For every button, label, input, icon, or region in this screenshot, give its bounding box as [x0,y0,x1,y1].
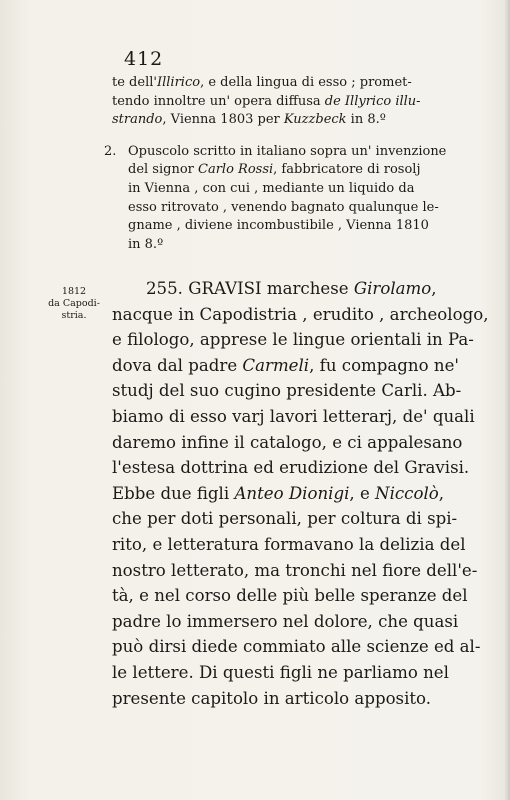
footnote-line: in Vienna , con cui , mediante un liquido da [128,180,415,196]
footnote-line: del signor Carlo Rossi, fabbricatore di rosolj [128,162,421,178]
italic-text: Carmeli [242,355,310,375]
italic-text: Niccolò [375,483,439,503]
entry-heading-line: 255. GRAVISI marchese Girolamo, [146,279,437,298]
footnote-line: esso ritrovato , venendo bagnato qualunque le- [128,199,439,215]
margin-note-line: da Capodi- [48,298,100,309]
italic-text: Illirico [156,75,201,90]
footnote-2 [104,143,472,255]
body-text-line: rito, e letteratura formavano la delizia del [112,534,466,554]
italic-text: Carlo Rossi [198,162,274,178]
body-text-line: l'estesa dottrina ed erudizione del Gravisi. [112,458,470,478]
body-text-line: tà, e nel corso delle più belle speranze del [112,586,468,606]
footnote-line: tendo innoltre un' opera diffusa de Illyrico illu- [112,93,421,109]
italic-text: Girolamo [353,279,432,298]
footnote-line: gname , diviene incombustibile , Vienna 1810 [128,218,429,234]
body-text-line: padre lo immersero nel dolore, che quasi [112,611,459,631]
footnote-line: te dell'Illirico, e della lingua di esso ; promet- [112,75,412,90]
body-text-line: studj del suo cugino presidente Carli. Ab- [112,381,462,401]
page-edge-shadow [504,0,510,800]
footnote-line: Opuscolo scritto in italiano sopra un' invenzione [128,143,447,159]
footnote-line: in 8.º [128,236,164,252]
italic-text: Kuzzbeck [283,112,347,128]
italic-text: Anteo Dionigi [234,483,350,503]
body-text-line: che per doti personali, per coltura di spi- [112,509,458,529]
page-number: 412 [124,48,164,70]
body-text-line: dova dal padre Carmeli, fu compagno ne' [112,355,459,375]
body-text-line: biamo di esso varj lavori letterarj, de' quali [112,406,475,426]
footnote-marker: 2. [104,143,117,159]
footnotes [104,74,472,267]
body-text-line: daremo infine il catalogo, e ci appalesano [112,432,463,452]
body-text-line: nostro letterato, ma tronchi nel fiore dell'e- [112,560,478,580]
margin-note [46,286,102,322]
footnote-line: strando, Vienna 1803 per Kuzzbeck in 8.º [112,112,386,128]
body-text-line: presente capitolo in articolo apposito. [112,688,432,708]
body-text-line: nacque in Capodistria , erudito , archeologo, [112,304,489,324]
italic-text: strando [112,112,163,128]
body-text-line: le lettere. Di questi figli ne parliamo nel [112,662,449,682]
footnote-1 [112,74,472,130]
body-text-line: e filologo, apprese le lingue orientali in Pa- [112,330,474,350]
italic-text: de Illyrico illu- [324,93,421,109]
margin-note-line: 1812 [61,286,87,297]
body-text-line: Ebbe due figli Anteo Dionigi, e Niccolò, [112,483,445,503]
body-text-line: può dirsi diede commiato alle scienze ed al- [112,637,481,657]
main-text [112,276,489,711]
margin-note-line: stria. [61,310,87,321]
